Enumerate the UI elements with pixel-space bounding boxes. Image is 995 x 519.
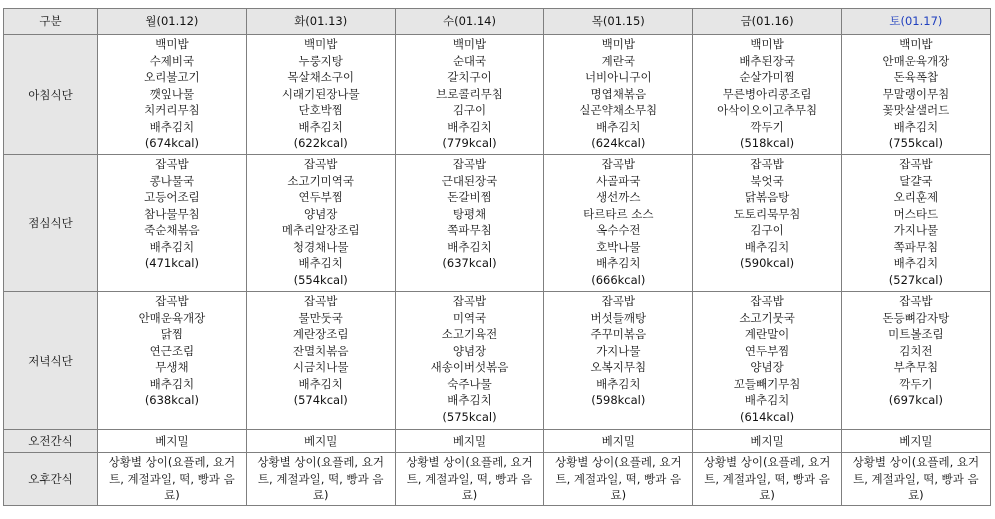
menu-cell [544,155,693,292]
menu-item: 부추무침 [893,360,939,374]
menu-item: 배추김치 [298,376,343,391]
menu-item: 백미밥 [155,37,189,51]
menu-item: 배추김치 [596,376,641,391]
menu-item: 김구이 [750,223,784,237]
snack-cell [841,453,990,506]
row-label-dinner: 저녁식단 [4,292,98,430]
menu-item: 배추김치 [447,119,492,134]
menu-item: 무른병아리콩조림 [722,86,812,101]
menu-item: 배추김치 [298,256,343,270]
menu-item: (614kcal) [740,409,795,424]
snack-text: 상황별 상이(요플레, 요거트, 계절과일, 떡, 빵과 음료) [406,455,533,503]
menu-item: 사골파국 [596,173,641,188]
menu-cell [693,292,842,430]
day-header-wed: 수(01.14) [395,9,544,35]
menu-item: 배추김치 [893,119,939,134]
menu-item: 달걀국 [899,173,933,188]
menu-item: (575kcal) [442,409,497,424]
menu-item: 새송이버섯볶음 [430,360,509,374]
menu-item: (779kcal) [442,136,497,150]
row-label-breakfast: 아침식단 [4,35,98,155]
menu-item: 무생채 [155,360,189,374]
menu-cell [395,35,544,155]
menu-item: 깻잎나물 [149,86,195,101]
afternoon-snack-row [4,453,991,506]
menu-item: 배추김치 [298,119,343,134]
weekly-meal-table [3,8,991,506]
menu-item: 꼬들빼기무침 [733,376,801,391]
menu-item: 타르타르 소스 [583,206,654,221]
menu-cell [693,155,842,292]
menu-item: 배추김치 [596,119,641,134]
day-header-sat: 토(01.17) [841,9,990,35]
menu-item: 배추김치 [596,256,641,270]
menu-item: 백미밥 [304,37,338,51]
row-label-lunch: 점심식단 [4,155,98,292]
menu-item: 배추김치 [893,256,939,270]
menu-item: 잡곡밥 [601,294,635,308]
day-header-mon: 월(01.12) [98,9,247,35]
menu-item: 잡곡밥 [304,294,338,308]
menu-item: 오복지무침 [590,360,647,374]
menu-item: 소고기육전 [441,327,498,341]
menu-item: 배추김치 [149,239,195,254]
menu-item: 연근조림 [149,343,195,358]
menu-item: 순대국 [452,53,487,68]
menu-cell [98,35,247,155]
menu-item: (574kcal) [293,393,348,407]
corner-header: 구분 [4,9,98,35]
menu-item: 누룽지탕 [298,53,343,68]
menu-item: 참나물무침 [144,206,200,221]
menu-item: (638kcal) [144,393,199,407]
menu-cell [841,35,990,155]
menu-item: 콩나물국 [149,173,195,188]
menu-item: 배추김치 [149,376,195,391]
lunch-row [4,155,991,292]
menu-item: 실곤약채소무침 [579,103,658,117]
menu-item: 백미밥 [601,37,635,51]
menu-item: 잡곡밥 [601,157,635,171]
snack-text: 상황별 상이(요플레, 요거트, 계절과일, 떡, 빵과 음료) [703,455,831,503]
menu-item: 꽃맛살샐러드 [882,103,950,117]
menu-item: 미트볼조림 [888,327,944,341]
menu-item: 잡곡밥 [304,157,338,171]
menu-item: 백미밥 [452,37,487,51]
menu-item: 잡곡밥 [452,294,487,308]
menu-item: (471kcal) [144,256,199,270]
breakfast-row [4,35,991,155]
menu-item: 닭볶음탕 [744,190,790,204]
menu-item: 죽순채볶음 [144,223,200,237]
menu-item: 고등어조림 [144,190,200,204]
menu-item: 버섯들깨탕 [590,310,647,325]
menu-item: 수제비국 [149,53,195,68]
menu-item: (637kcal) [442,256,497,270]
menu-item: (697kcal) [888,393,943,407]
menu-item: (527kcal) [888,272,943,287]
menu-item: 근대된장국 [441,173,498,188]
day-header-thu: 목(01.15) [544,9,693,35]
menu-item: 잡곡밥 [750,157,784,171]
menu-item: 무말랭이무침 [882,86,950,101]
menu-cell [98,155,247,292]
menu-item: 계란장조림 [292,327,349,341]
menu-item: 깍두기 [750,119,784,134]
snack-cell: 베지밀 [98,430,247,453]
snack-cell: 베지밀 [395,430,544,453]
menu-item: 배추김치 [447,239,492,254]
morning-snack-row [4,430,991,453]
menu-item: 잡곡밥 [452,157,487,171]
menu-item: 탕평채 [452,206,487,221]
snack-cell [98,453,247,506]
menu-cell [98,292,247,430]
menu-item: 도토리묵무침 [733,206,801,221]
menu-item: 배추김치 [744,393,790,407]
row-label-morning-snack: 오전간식 [4,430,98,453]
menu-item: (666kcal) [591,272,646,287]
menu-item: 메추리알장조림 [281,223,360,237]
menu-item: 소고기뭇국 [739,310,795,325]
menu-item: 순살가미찜 [739,70,795,84]
menu-item: 잡곡밥 [750,294,784,308]
menu-cell [246,292,395,430]
menu-item: (598kcal) [591,393,646,407]
menu-item: (590kcal) [740,256,795,270]
menu-item: 잡곡밥 [155,294,189,308]
snack-cell [693,453,842,506]
menu-item: 계란국 [601,53,635,68]
menu-item: 양념장 [304,206,338,221]
menu-item: 백미밥 [750,37,784,51]
menu-item: 돈육폭찹 [893,70,939,84]
menu-item: 배추김치 [744,239,790,254]
menu-item: 너비아니구이 [584,70,652,84]
snack-cell [395,453,544,506]
snack-text: 상황별 상이(요플레, 요거트, 계절과일, 떡, 빵과 음료) [108,455,236,503]
menu-item: 김구이 [452,103,487,117]
menu-item: 닭찜 [160,327,183,341]
menu-item: (622kcal) [293,136,348,150]
menu-item: 돈등뼈감자탕 [882,310,950,325]
menu-item: 아삭이오이고추무침 [717,103,818,117]
header-row [4,9,991,35]
snack-cell: 베지밀 [693,430,842,453]
menu-item: 소고기미역국 [287,173,355,188]
menu-cell [544,292,693,430]
menu-item: (624kcal) [591,136,646,150]
menu-item: 쪽파무침 [447,223,492,237]
day-header-tue: 화(01.13) [246,9,395,35]
menu-item: 가지나물 [596,343,641,358]
menu-item: 브로콜리무침 [436,86,503,101]
day-header-fri: 금(01.16) [693,9,842,35]
menu-cell [246,155,395,292]
dinner-row [4,292,991,430]
menu-item: 청경채나물 [292,239,349,254]
menu-item: 명엽채볶음 [590,86,647,101]
menu-item: 돈갈비찜 [447,190,492,204]
row-label-afternoon-snack: 오후간식 [4,453,98,506]
menu-item: 연두부찜 [744,343,790,358]
snack-text: 상황별 상이(요플레, 요거트, 계절과일, 떡, 빵과 음료) [852,455,980,503]
menu-item: 가지나물 [893,223,939,237]
menu-item: 갈치구이 [447,70,492,84]
snack-cell: 베지밀 [841,430,990,453]
menu-item: 시래기된장나물 [281,86,360,101]
menu-item: 생선까스 [596,190,641,204]
snack-cell: 베지밀 [544,430,693,453]
menu-item: 미역국 [452,310,487,325]
snack-text: 상황별 상이(요플레, 요거트, 계절과일, 떡, 빵과 음료) [257,455,384,503]
menu-cell [395,292,544,430]
menu-cell [841,292,990,430]
menu-item: (554kcal) [293,272,348,287]
menu-item: 깍두기 [899,376,933,391]
menu-item: 안매운육개장 [138,310,206,325]
snack-text: 상황별 상이(요플레, 요거트, 계절과일, 떡, 빵과 음료) [555,455,682,503]
menu-item: 양념장 [452,343,487,358]
menu-item: (518kcal) [740,136,795,150]
menu-item: 김치전 [899,343,933,358]
menu-item: (755kcal) [888,136,943,150]
menu-item: 잔멸치볶음 [292,343,349,358]
menu-item: 배추된장국 [739,53,795,68]
menu-item: 잡곡밥 [155,157,189,171]
menu-item: 목살채소구이 [287,70,355,84]
menu-item: 북엇국 [750,173,784,188]
menu-cell [544,35,693,155]
menu-item: 잡곡밥 [899,157,933,171]
menu-item: 배추김치 [149,119,195,134]
menu-cell [693,35,842,155]
menu-item: 호박나물 [596,239,641,254]
menu-cell [246,35,395,155]
menu-item: 숙주나물 [447,376,492,391]
menu-item: 오리불고기 [144,70,200,84]
menu-item: 시금치나물 [292,360,349,374]
menu-item: 잡곡밥 [899,294,933,308]
menu-item: 배추김치 [447,393,492,407]
menu-item: 계란말이 [744,327,790,341]
menu-item: 머스타드 [893,206,939,221]
menu-item: 양념장 [750,360,784,374]
snack-cell: 베지밀 [246,430,395,453]
menu-item: 주꾸미볶음 [590,327,647,341]
menu-item: 쪽파무침 [893,239,939,254]
menu-item: 단호박찜 [298,103,343,117]
menu-item: 오리훈제 [893,190,939,204]
menu-item: 물만둣국 [298,310,343,325]
menu-cell [395,155,544,292]
menu-item: 안매운육개장 [882,53,950,68]
menu-item: 백미밥 [899,37,933,51]
snack-cell [246,453,395,506]
menu-item: (674kcal) [144,136,199,150]
menu-item: 치커리무침 [144,103,200,117]
menu-item: 옥수수전 [596,223,641,237]
snack-cell [544,453,693,506]
menu-cell [841,155,990,292]
menu-item: 연두부찜 [298,190,343,204]
